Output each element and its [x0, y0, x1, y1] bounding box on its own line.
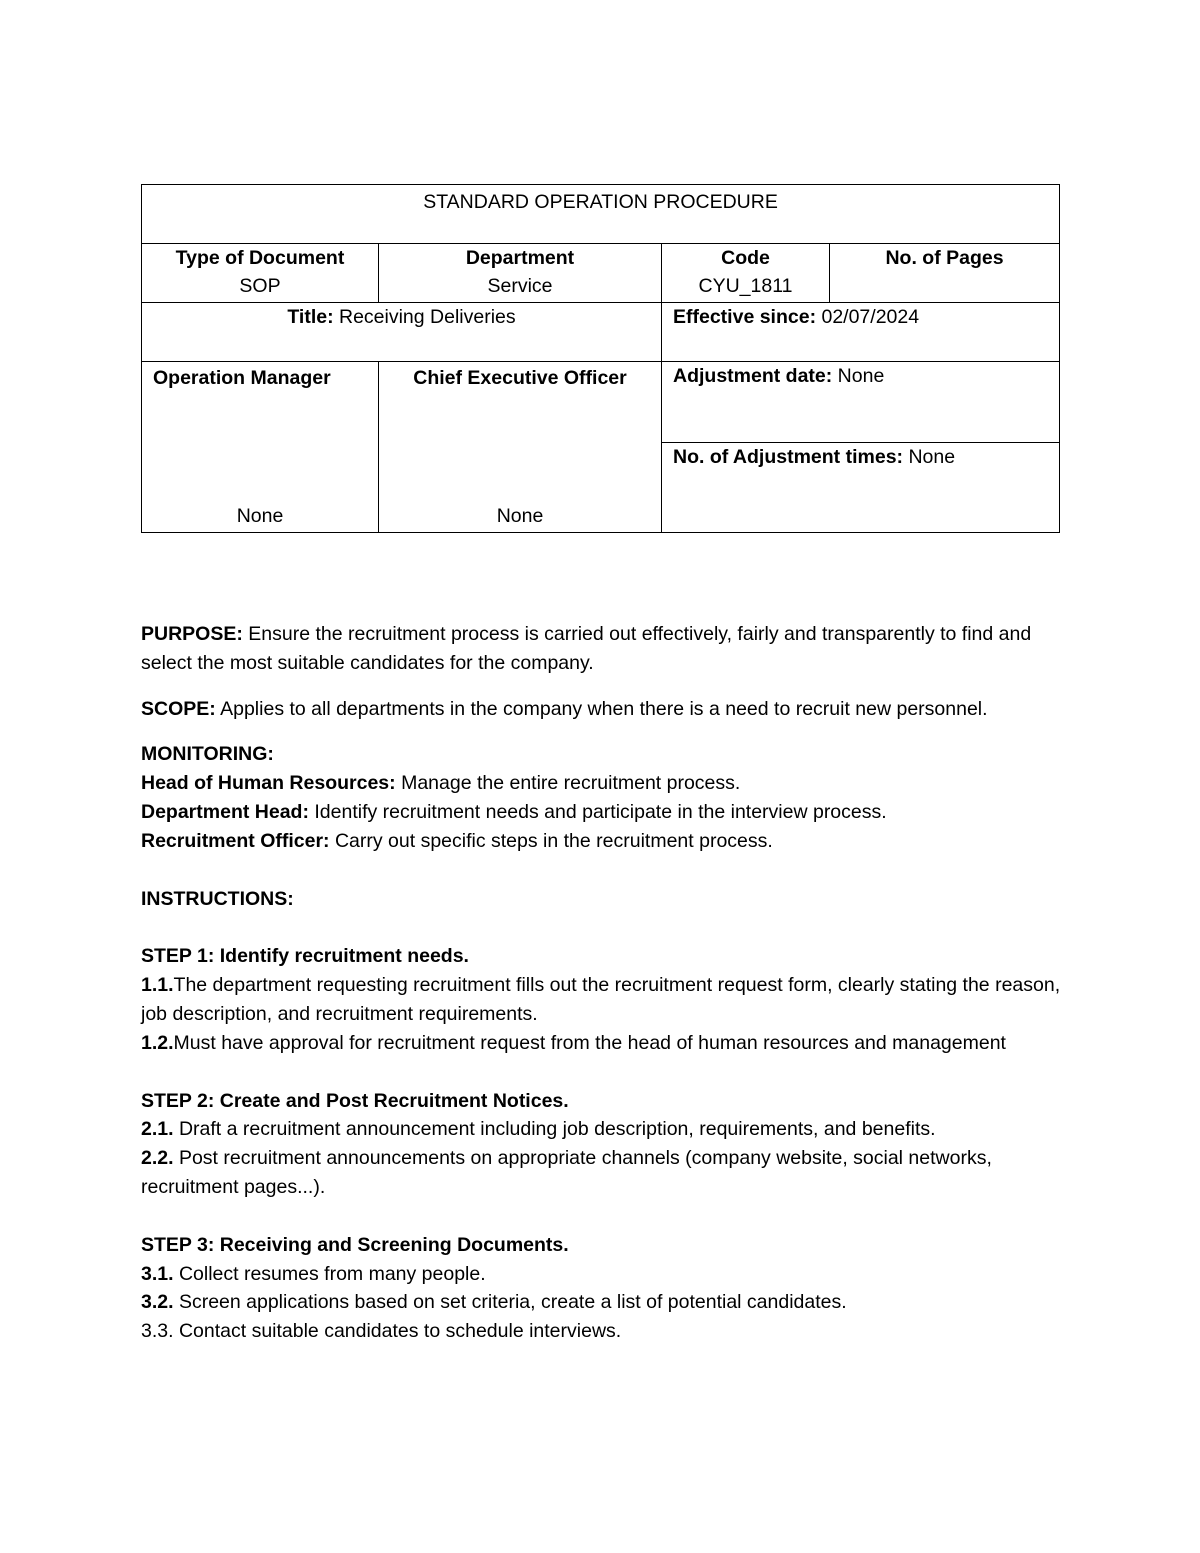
- code-value: CYU_1811: [698, 275, 793, 297]
- operation-manager-signature: None: [236, 505, 284, 527]
- monitoring-role: Recruitment Officer:: [141, 829, 330, 852]
- adjustment-date-value: None: [832, 365, 885, 387]
- monitoring-duty: Manage the entire recruitment process.: [395, 772, 741, 795]
- operation-manager-label: Operation Manager: [153, 367, 331, 389]
- code-label: Code: [721, 247, 770, 269]
- step-item-number: 2.1.: [141, 1118, 174, 1141]
- monitoring-duty: Carry out specific steps in the recruitment process.: [329, 829, 773, 852]
- step-item-text: Draft a recruitment announcement including job description, requirements, and benefits.: [173, 1118, 936, 1141]
- step-item: [141, 1029, 1071, 1058]
- step-item-text: The department requesting recruitment fills out the recruitment request form, clearly stating the reason, job description, and recruitment requirements.: [141, 974, 1061, 1025]
- pages-cell: [830, 244, 1060, 303]
- step-1-title: STEP 1: Identify recruitment needs.: [141, 945, 469, 968]
- monitoring-role: Head of Human Resources:: [141, 772, 396, 795]
- code-cell: [662, 244, 830, 303]
- monitoring-item: [141, 798, 1071, 827]
- type-cell: [142, 244, 379, 303]
- step-item-number: 1.1.: [141, 974, 174, 997]
- monitoring-item: [141, 769, 1071, 798]
- monitoring-duty: Identify recruitment needs and participate in the interview process.: [308, 800, 887, 823]
- scope-paragraph: [141, 695, 1071, 724]
- step-item: 3.3. Contact suitable candidates to schedule interviews.: [141, 1320, 622, 1343]
- purpose-text: Ensure the recruitment process is carried out effectively, fairly and transparently to find and select the most suitable candidates for the company.: [141, 623, 1032, 674]
- step-item: [141, 1288, 1071, 1317]
- monitoring-label: MONITORING:: [141, 743, 274, 766]
- title-cell: [142, 303, 662, 362]
- ceo-signature: None: [496, 505, 544, 527]
- scope-label: SCOPE:: [141, 697, 216, 720]
- step-item-number: 3.2.: [141, 1291, 174, 1314]
- sop-title: STANDARD OPERATION PROCEDURE: [423, 191, 778, 213]
- scope-text: Applies to all departments in the company when there is a need to recruit new personnel.: [215, 697, 988, 720]
- title-value: Receiving Deliveries: [333, 306, 516, 328]
- adjustment-times-cell: [662, 443, 1060, 533]
- adjustment-times-label: No. of Adjustment times:: [673, 446, 904, 468]
- step-item-text: Must have approval for recruitment request from the head of human resources and management: [173, 1031, 1006, 1054]
- title-label: Title:: [287, 306, 334, 328]
- operation-manager-cell: [142, 362, 379, 533]
- effective-cell: [662, 303, 1060, 362]
- instructions-label: INSTRUCTIONS:: [141, 887, 294, 910]
- step-item: [141, 1260, 1071, 1289]
- step-item: [141, 971, 1071, 1029]
- effective-label: Effective since:: [673, 306, 817, 328]
- purpose-paragraph: [141, 620, 1071, 678]
- purpose-label: PURPOSE:: [141, 623, 243, 645]
- step-item-number: 1.2.: [141, 1031, 174, 1054]
- type-label: Type of Document: [175, 247, 345, 269]
- ceo-cell: [379, 362, 662, 533]
- effective-value: 02/07/2024: [816, 306, 920, 328]
- adjustment-date-cell: [662, 362, 1060, 443]
- document-body: [141, 620, 1071, 1346]
- monitoring-item: [141, 827, 1071, 856]
- step-item: [141, 1115, 1071, 1144]
- type-value: SOP: [239, 275, 281, 297]
- step-item: [141, 1144, 1071, 1202]
- step-item-text: Screen applications based on set criteria, create a list of potential candidates.: [173, 1291, 847, 1314]
- step-2-title: STEP 2: Create and Post Recruitment Notices.: [141, 1089, 569, 1112]
- monitoring-role: Department Head:: [141, 800, 309, 823]
- department-label: Department: [465, 247, 575, 269]
- step-3-title: STEP 3: Receiving and Screening Documents.: [141, 1233, 569, 1256]
- sop-header-table: [141, 184, 1060, 533]
- step-item-text: Post recruitment announcements on appropriate channels (company website, social networks, recruitment pages...).: [141, 1147, 992, 1198]
- pages-label: No. of Pages: [885, 247, 1004, 269]
- adjustment-times-value: None: [903, 446, 956, 468]
- step-item-number: 3.1.: [141, 1262, 174, 1285]
- department-cell: [379, 244, 662, 303]
- department-value: Service: [487, 275, 553, 297]
- step-item-text: Collect resumes from many people.: [173, 1262, 486, 1285]
- adjustment-date-label: Adjustment date:: [673, 365, 833, 387]
- sop-title-cell: [142, 185, 1060, 244]
- step-item-number: 2.2.: [141, 1147, 174, 1170]
- ceo-label: Chief Executive Officer: [413, 367, 627, 389]
